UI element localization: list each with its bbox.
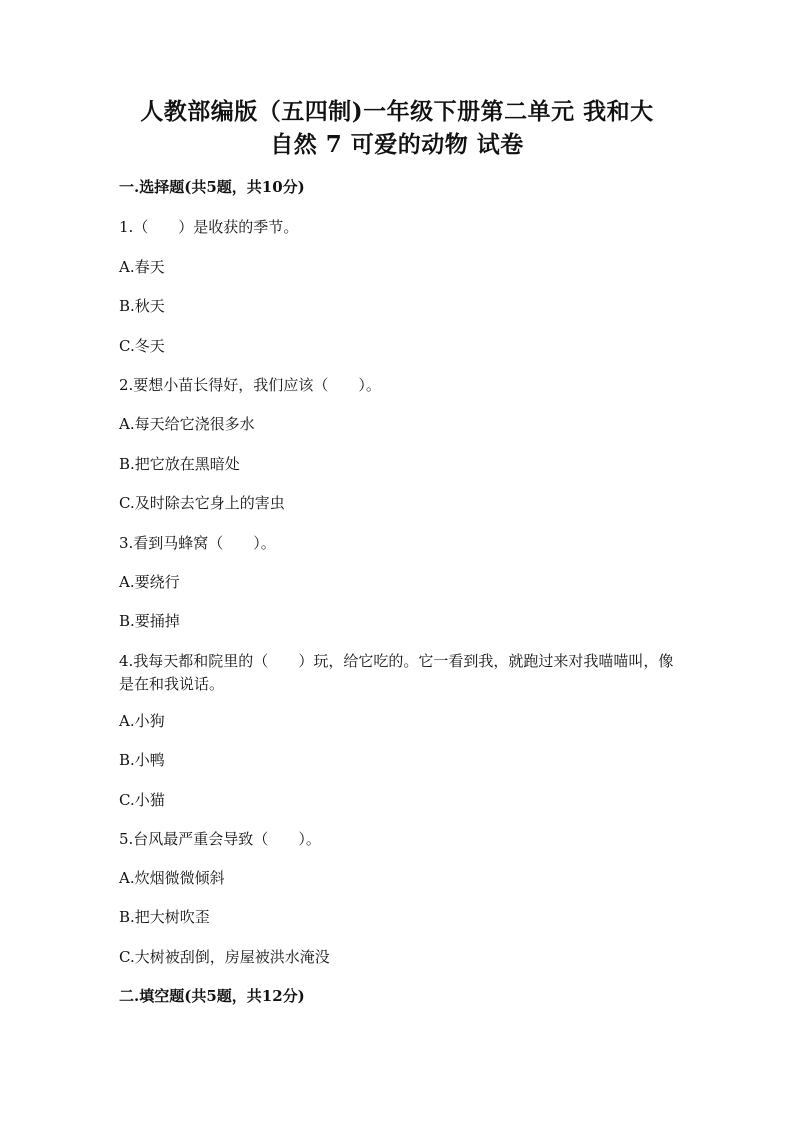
question-5-option-c: C.大树被刮倒，房屋被洪水淹没 [119,948,330,966]
document-title-line-2: 自然 7 可爱的动物 试卷 [270,131,524,158]
document-title-line-1: 人教部编版（五四制)一年级下册第二单元 我和大 [140,98,654,125]
question-1-option-a: A.春天 [119,258,165,276]
question-3-stem: 3.看到马蜂窝（ ）。 [119,534,276,552]
question-3-option-a: A.要绕行 [119,573,180,591]
section-heading-multiple-choice: 一.选择题(共5题，共10分) [119,178,305,196]
question-2-option-c: C.及时除去它身上的害虫 [119,494,285,512]
question-4-option-c: C.小猫 [119,791,165,809]
question-1-option-b: B.秋天 [119,297,165,315]
question-2-option-b: B.把它放在黑暗处 [119,455,240,473]
question-4-stem: 4.我每天都和院里的（ ）玩，给它吃的。它一看到我，就跑过来对我喵喵叫，像是在和我说话。 [119,652,674,693]
question-4-option-b: B.小鸭 [119,751,165,769]
section-heading-fill-in-blank: 二.填空题(共5题，共12分) [119,987,305,1005]
question-5-option-a: A.炊烟微微倾斜 [119,869,225,887]
question-1-stem: 1.（ ）是收获的季节。 [119,218,299,236]
question-5-option-b: B.把大树吹歪 [119,908,210,926]
question-5-stem: 5.台风最严重会导致（ ）。 [119,830,321,848]
question-2-stem: 2.要想小苗长得好，我们应该（ ）。 [119,376,381,394]
question-3-option-b: B.要捅掉 [119,612,180,630]
question-4-option-a: A.小狗 [119,712,165,730]
question-2-option-a: A.每天给它浇很多水 [119,415,255,433]
question-1-option-c: C.冬天 [119,337,165,355]
